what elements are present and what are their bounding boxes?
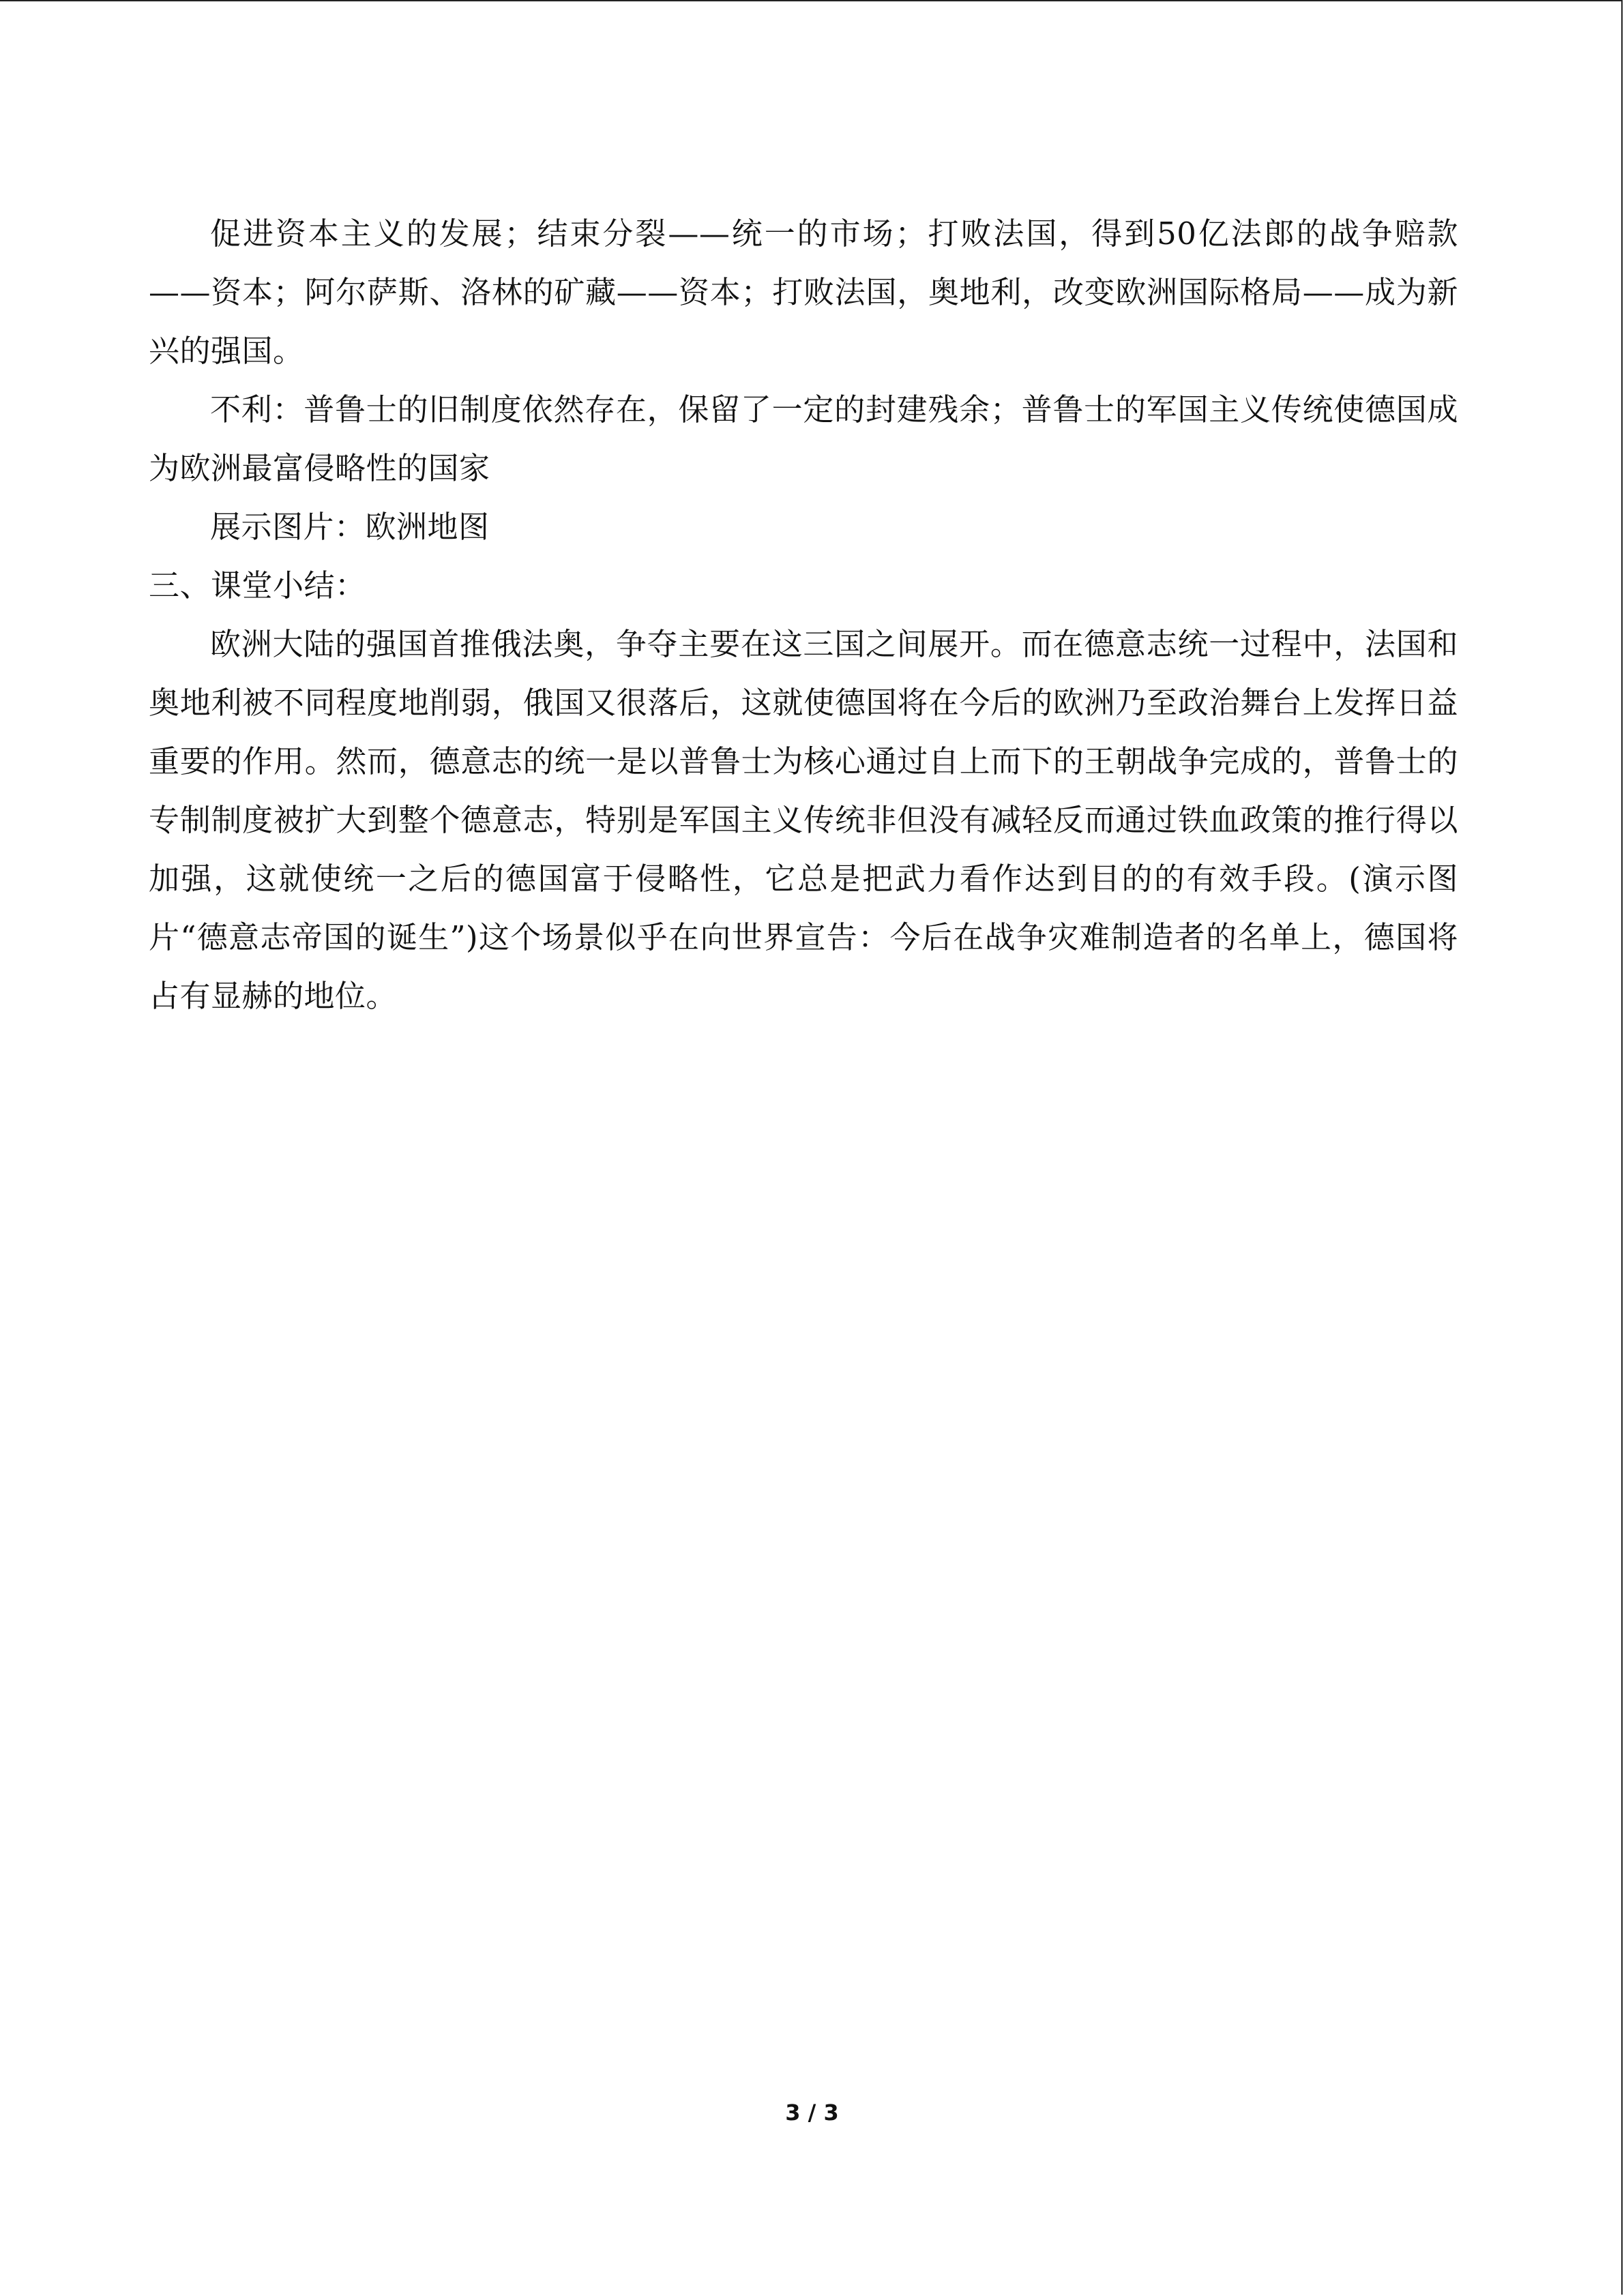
document-body [149, 205, 1458, 1026]
section-heading-summary: 三、课堂小结： [149, 567, 366, 603]
page-number: 3 / 3 [785, 2100, 839, 2126]
paragraph-disadvantages: 不利：普鲁士的旧制度依然存在，保留了一定的封建残余；普鲁士的军国主义传统使德国成为欧洲最富侵略性的国家 [149, 391, 1458, 486]
paragraph-development: 促进资本主义的发展；结束分裂——统一的市场；打败法国，得到50亿法郎的战争赔款——资本；阿尔萨斯、洛林的矿藏——资本；打败法国，奥地利，改变欧洲国际格局——成为新兴的强国。 [149, 215, 1458, 369]
paragraph-summary: 欧洲大陆的强国首推俄法奥，争夺主要在这三国之间展开。而在德意志统一过程中，法国和奥地利被不同程度地削弱，俄国又很落后，这就使德国将在今后的欧洲乃至政治舞台上发挥日益重要的作用。然而，德意志的统一是以普鲁士为核心通过自上而下的王朝战争完成的，普鲁士的专制制度被扩大到整个德意志，特别是军国主义传统非但没有减轻反而通过铁血政策的推行得以加强，这就使统一之后的德国富于侵略性，它总是把武力看作达到目的的有效手段。(演示图片“德意志帝国的诞生”)这个场景似乎在向世界宣告：今后在战争灾难制造者的名单上，德国将占有显赫的地位。 [149, 626, 1458, 1014]
paragraph-show-map: 展示图片：欧洲地图 [210, 509, 490, 545]
